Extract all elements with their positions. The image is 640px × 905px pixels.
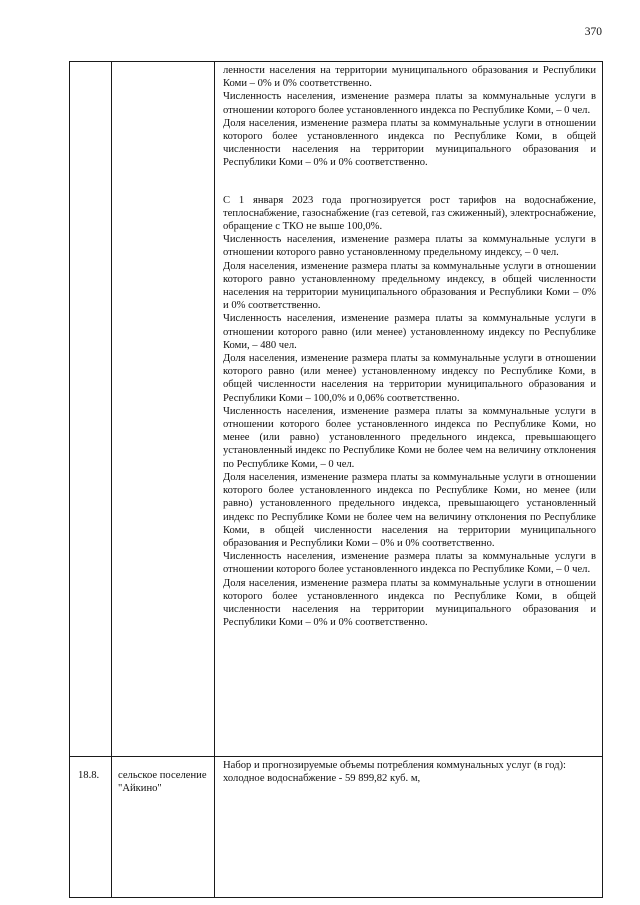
paragraph: ленности населения на территории муниципального образования и Республики Коми – 0% и 0% соответственно. <box>223 65 596 90</box>
paragraph: Численность населения, изменение размера платы за коммунальные услуги в отношении которого более установленного индекса по Республике Коми, – 0 чел. <box>223 91 596 116</box>
description-cell <box>215 757 603 898</box>
paragraph: Доля населения, изменение размера платы за коммунальные услуги в отношении которого равно (или менее) установленному индексу по Республике Коми, в общей численности населения на территории муниципального образования и Республики Коми – 100,0% и 0,06% соответственно. <box>223 353 596 404</box>
row-number-cell <box>70 62 112 757</box>
paragraph: Доля населения, изменение размера платы за коммунальные услуги в отношении которого более установленного индекса по Республике Коми, в общей численности населения на территории муниципального образования и Республики Коми – 0% и 0% соответственно. <box>223 117 596 169</box>
settlement-name-cell <box>112 62 215 757</box>
page-number: 370 <box>584 26 602 38</box>
paragraph: Набор и прогнозируемые объемы потребления коммунальных услуг (в год): <box>223 760 566 771</box>
paragraph: Доля населения, изменение размера платы за коммунальные услуги в отношении которого более установленного индекса по Республике Коми, в общей численности населения на территории муниципального образования и Республики Коми – 0% и 0% соответственно. <box>223 577 596 629</box>
paragraph: Доля населения, изменение размера платы за коммунальные услуги в отношении которого равно установленному предельному индексу, в общей численности населения на территории муниципального образования и Республики Коми – 0% и 0% соответственно. <box>223 260 596 312</box>
paragraph: холодное водоснабжение - 59 899,82 куб. м, <box>223 773 421 785</box>
paragraph: Доля населения, изменение размера платы за коммунальные услуги в отношении которого более установленного индекса по Республике Коми, но менее (или равно) установленного предельного индекса, превышающего установленный индекс по Республике Коми не более чем на величину отклонения по Республике Коми, в общей численности населения на территории муниципального образования и Республики Коми – 0% и 0% соответственно. <box>223 471 596 549</box>
document-table <box>69 61 603 898</box>
settlement-name-cell: сельское поселение "Айкино" <box>112 757 215 898</box>
row-number-cell: 18.8. <box>70 757 112 898</box>
description-cell <box>215 62 603 757</box>
paragraph: Численность населения, изменение размера платы за коммунальные услуги в отношении которого равно (или менее) установленному индексу по Республике Коми, – 480 чел. <box>223 313 596 351</box>
paragraph-gap <box>223 170 596 194</box>
paragraph: Численность населения, изменение размера платы за коммунальные услуги в отношении которого более установленного индекса по Республике Коми, – 0 чел. <box>223 551 596 576</box>
paragraph: С 1 января 2023 года прогнозируется рост тарифов на водоснабжение, теплоснабжение, газоснабжение (газ сетевой, газ сжиженный), электроснабжение, обращение с ТКО не выше 100,0%. <box>223 194 596 233</box>
table-row <box>70 757 603 898</box>
table-row <box>70 62 603 757</box>
paragraph: Численность населения, изменение размера платы за коммунальные услуги в отношении которого более установленного индекса по Республике Коми, но менее (или равно) установленного предельного индекса, превышающего установленный индекс по Республике Коми не более чем на величину отклонения по Республике Коми, – 0 чел. <box>223 405 596 470</box>
paragraph: Численность населения, изменение размера платы за коммунальные услуги в отношении которого равно установленному предельному индексу, – 0 чел. <box>223 234 596 259</box>
